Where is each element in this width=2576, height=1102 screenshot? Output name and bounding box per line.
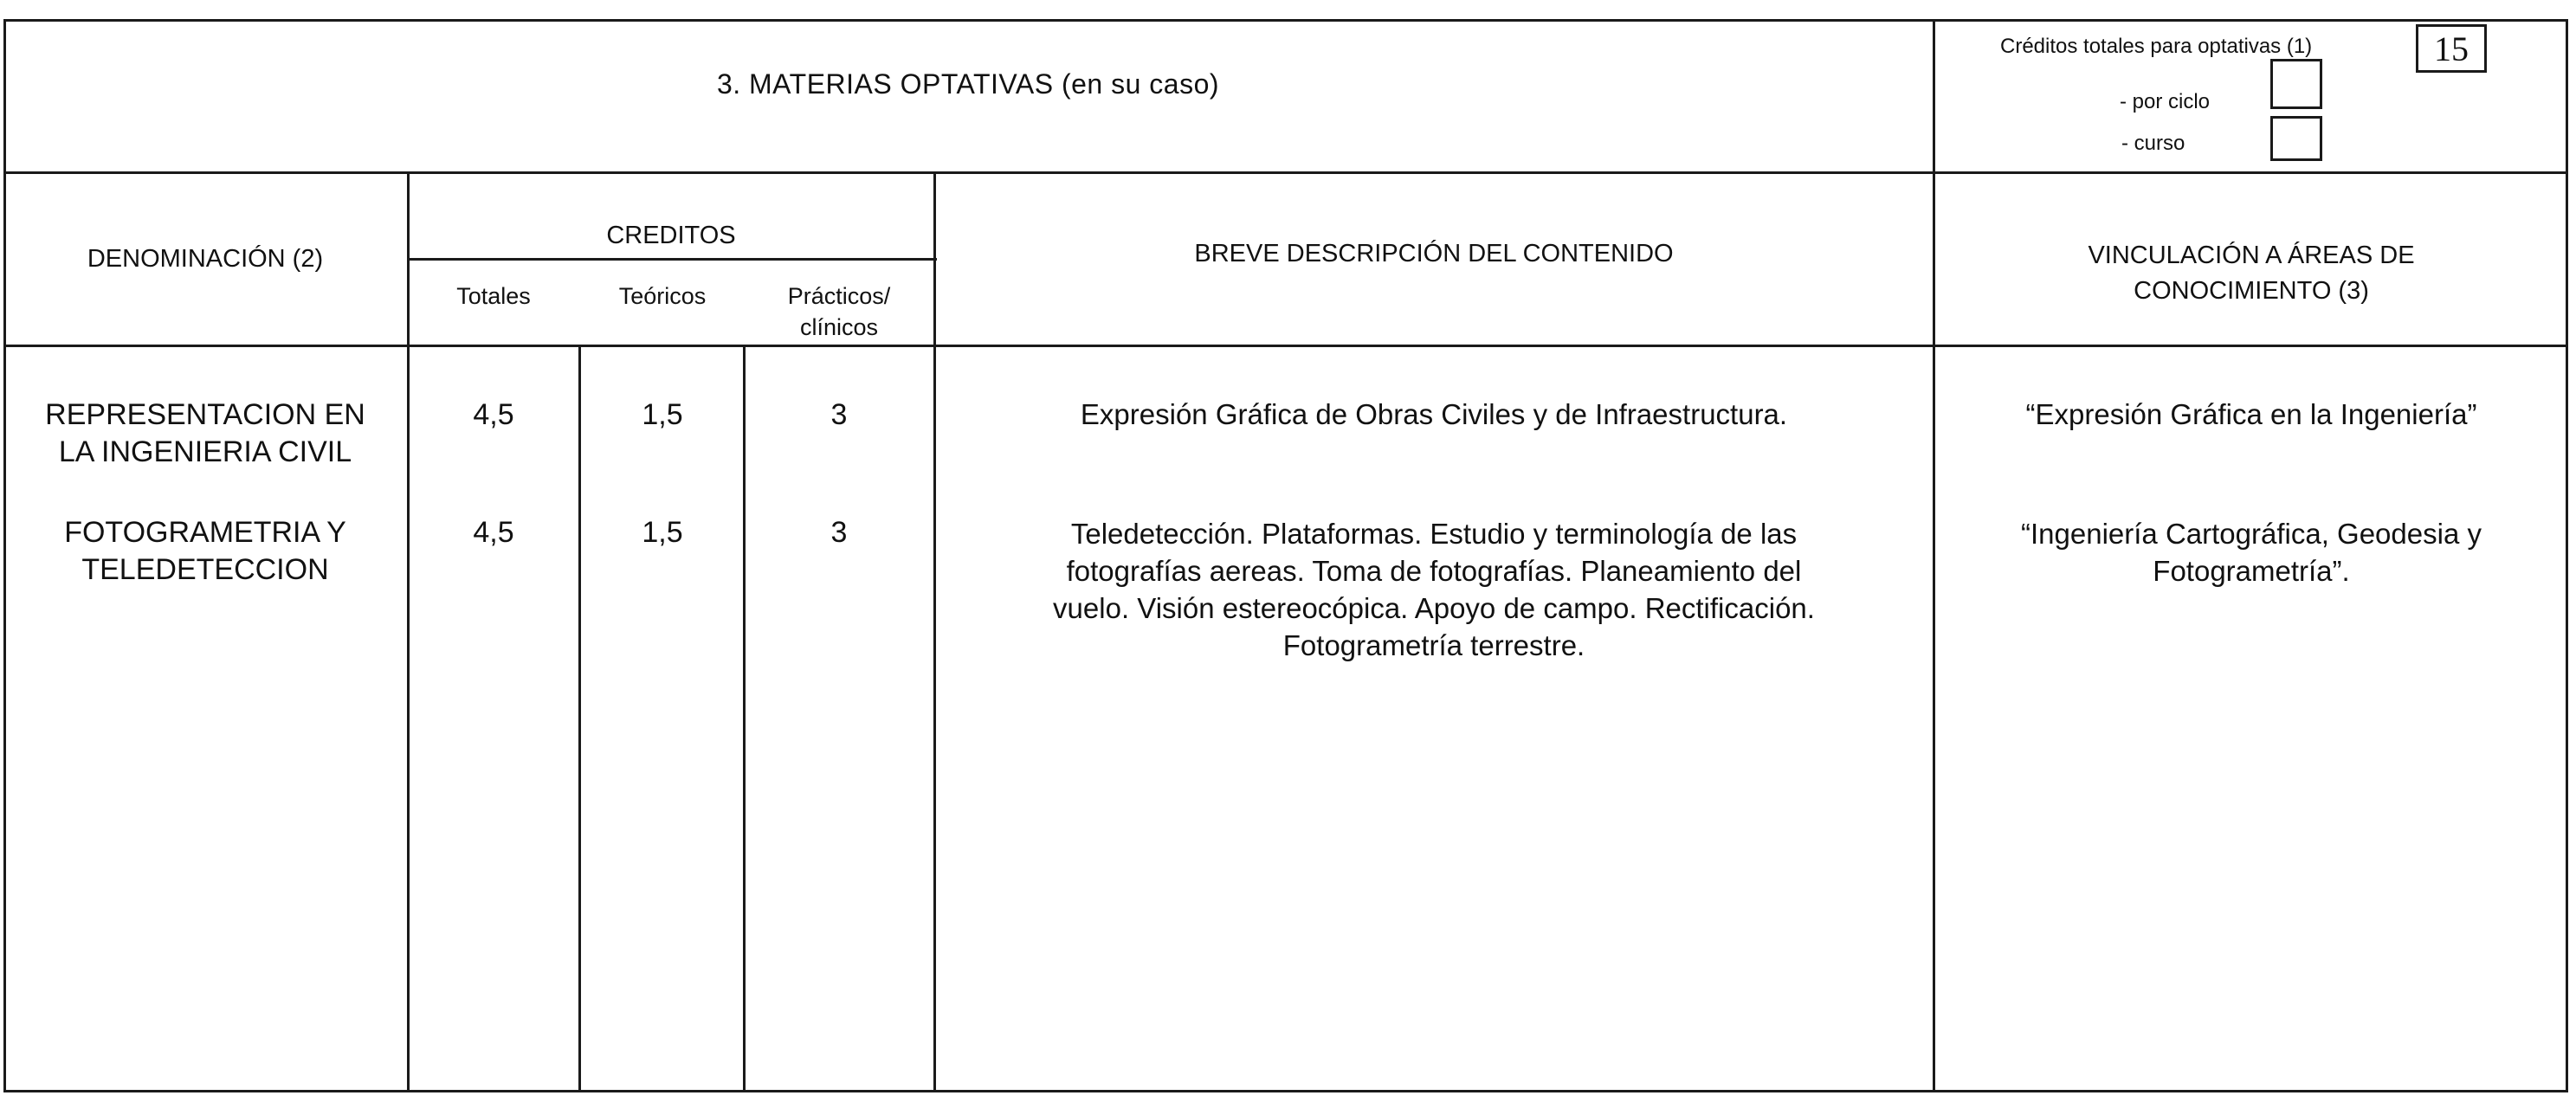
header-bottom-rule bbox=[3, 171, 2568, 174]
totales-divider bbox=[578, 345, 581, 1092]
creditos-totales-label: Créditos totales para optativas (1) bbox=[2000, 35, 2313, 58]
col-header-vinculacion-line1: VINCULACIÓN A ÁREAS DE bbox=[2088, 242, 2415, 269]
row-2-vinculacion bbox=[1934, 516, 2568, 590]
row-1-practicos: 3 bbox=[830, 398, 848, 431]
row-1-descripcion: Expresión Gráfica de Obras Civiles y de Infraestructura. bbox=[1080, 398, 1788, 430]
col-header-denominacion: DENOMINACIÓN (2) bbox=[87, 245, 324, 273]
row-2-teoricos: 1,5 bbox=[642, 516, 683, 549]
row-2-descripcion bbox=[935, 516, 1933, 665]
row-2-vinculacion-line1: “Ingeniería Cartográfica, Geodesia y bbox=[2021, 518, 2482, 550]
row-2-practicos: 3 bbox=[830, 516, 848, 549]
creditos-totales-box bbox=[2416, 24, 2487, 73]
col-header-descripcion: BREVE DESCRIPCIÓN DEL CONTENIDO bbox=[1194, 240, 1674, 267]
row-2-descripcion-line4: Fotogrametría terrestre. bbox=[1282, 628, 1585, 661]
row-1-vinculacion bbox=[1934, 396, 2568, 434]
row-1-totales: 4,5 bbox=[473, 398, 514, 431]
creditos-subheader-rule bbox=[409, 258, 937, 261]
row-2-descripcion-line2: fotografías aereas. Toma de fotografías. Planeamiento del bbox=[1066, 554, 1802, 587]
row-1-teoricos: 1,5 bbox=[642, 398, 683, 431]
curso-label: - curso bbox=[2121, 132, 2185, 155]
row-2-totales: 4,5 bbox=[473, 516, 514, 549]
row-2-denominacion-line2: TELEDETECCION bbox=[81, 552, 329, 586]
col-header-practicos-line1: Prácticos/ bbox=[787, 283, 891, 309]
por-ciclo-box bbox=[2270, 59, 2322, 109]
teoricos-divider bbox=[743, 345, 746, 1092]
row-2-vinculacion-line2: Fotogrametría”. bbox=[2153, 554, 2350, 587]
col-header-totales: Totales bbox=[456, 283, 531, 309]
creditos-totales-value: 15 bbox=[2434, 29, 2469, 68]
col-header-creditos: CREDITOS bbox=[606, 222, 736, 249]
row-1-denominacion-line2: LA INGENIERIA CIVIL bbox=[58, 435, 352, 468]
col-header-practicos-line2: clínicos bbox=[799, 314, 879, 341]
col-header-vinculacion bbox=[1934, 241, 2568, 306]
row-2-descripcion-line1: Teledetección. Plataformas. Estudio y terminología de las bbox=[1070, 518, 1798, 550]
col-header-teoricos: Teóricos bbox=[618, 283, 707, 309]
row-1-vinculacion-line1: “Expresión Gráfica en la Ingeniería” bbox=[2025, 398, 2477, 430]
por-ciclo-label: - por ciclo bbox=[2120, 90, 2211, 113]
column-header-bottom-rule bbox=[3, 345, 2568, 347]
curso-box bbox=[2270, 116, 2322, 161]
row-2-descripcion-line3: vuelo. Visión estereocópica. Apoyo de campo. Rectificación. bbox=[1053, 591, 1815, 624]
table-row-1-denominacion bbox=[3, 396, 407, 470]
col-header-vinculacion-line2: CONOCIMIENTO (3) bbox=[2134, 276, 2369, 305]
row-2-denominacion-line1: FOTOGRAMETRIA Y bbox=[64, 516, 346, 549]
col-header-practicos bbox=[745, 282, 933, 342]
row-1-denominacion-line1: REPRESENTACION EN bbox=[45, 398, 365, 431]
table-row-2-denominacion bbox=[3, 514, 407, 588]
page-title: 3. MATERIAS OPTATIVAS (en su caso) bbox=[716, 68, 1220, 100]
